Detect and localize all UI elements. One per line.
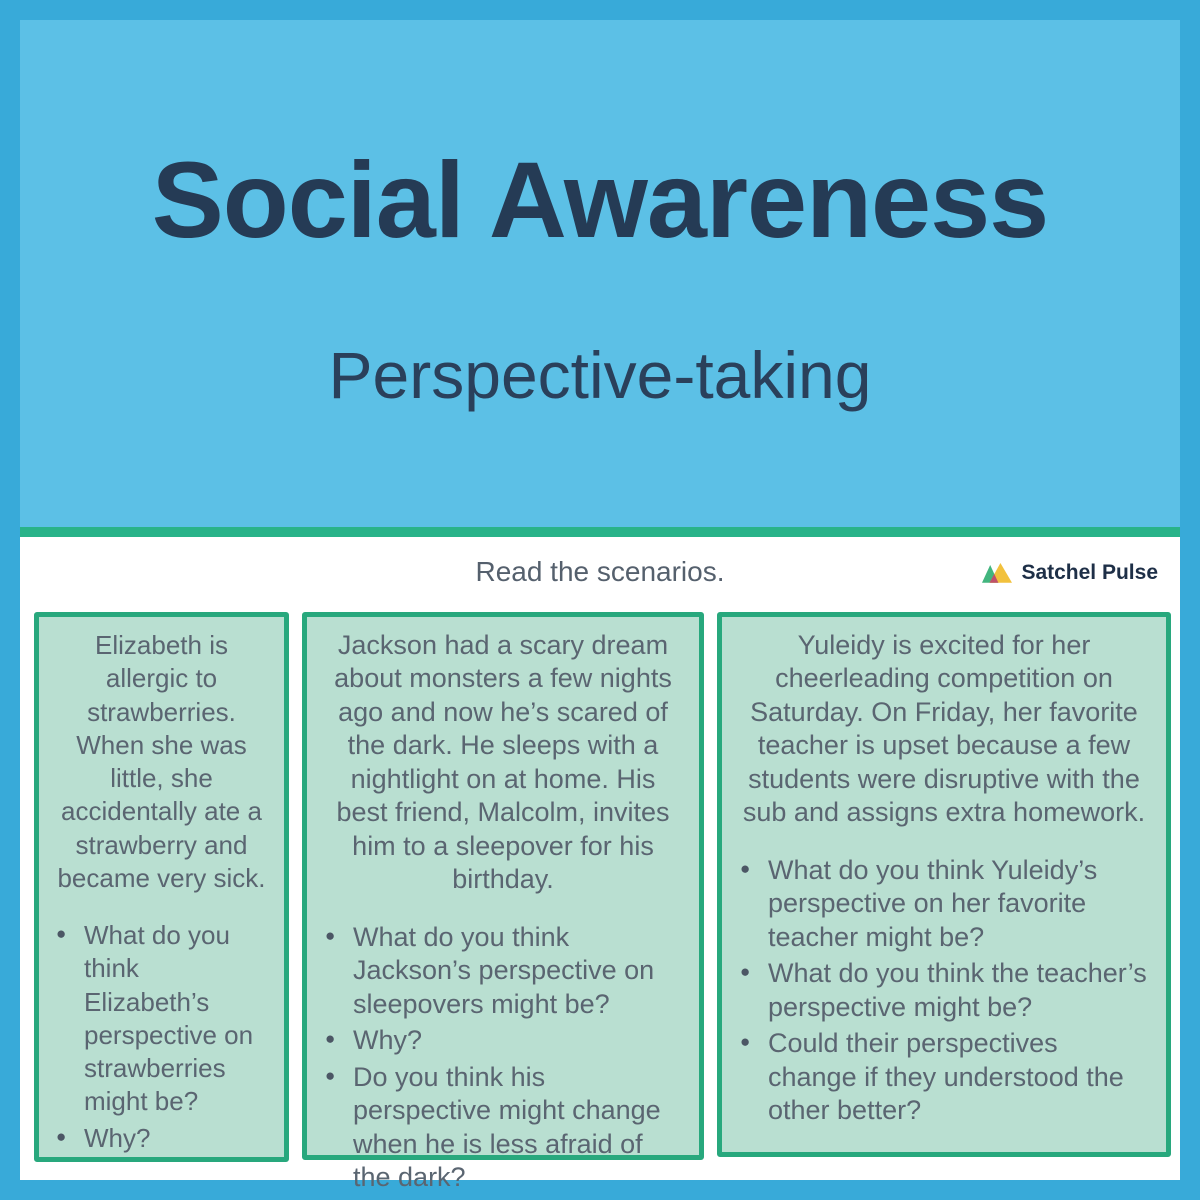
question-item: ● What do you think Elizabeth’s perspective on strawberries might be?: [54, 919, 269, 1119]
question-item: ● Do you think his perspective might change when he is less afraid of the dark?: [323, 1061, 683, 1195]
question-item: ● What do you think Jackson’s perspective on sleepovers might be?: [323, 921, 683, 1021]
scenario-cards-row: [34, 612, 1171, 1193]
question-list: [738, 854, 1150, 1128]
scenario-text: Yuleidy is excited for her cheerleading competition on Saturday. On Friday, her favorite teacher is upset because a few students were disruptive with the sub and assigns extra homework.: [742, 630, 1146, 828]
page-frame: [20, 20, 1180, 1193]
content-area: [20, 537, 1180, 1193]
scenario-text: Elizabeth is allergic to strawberries. When she was little, she accidentally ate a strawberry and became very sick.: [57, 630, 266, 893]
scenario-card-jackson: [302, 612, 704, 1193]
scenario-card-yuleidy: [717, 612, 1171, 1157]
divider-line: [20, 527, 1180, 537]
question-list: [54, 919, 269, 1155]
question-list: [323, 921, 683, 1195]
question-item: ● Why?: [323, 1024, 683, 1057]
scenario-card-elizabeth: [34, 612, 289, 1162]
brand-name: Satchel Pulse: [1021, 560, 1158, 584]
question-item: ● Why?: [54, 1122, 269, 1155]
page-subtitle: Perspective-taking: [328, 338, 872, 412]
instruction-text: Read the scenarios.: [475, 556, 725, 587]
scenario-text: Jackson had a scary dream about monsters a few nights ago and now he’s scared of the dark. He sleeps with a nightlight on at home. His best friend, Malcolm, invites him to a sleepover for his birthday.: [334, 630, 672, 895]
question-item: ● What do you think the teacher’s perspective might be?: [738, 957, 1150, 1024]
question-item: ● What do you think Yuleidy’s perspective on her favorite teacher might be?: [738, 854, 1150, 954]
brand-logo: [982, 559, 1158, 586]
question-item: ● Could their perspectives change if they understood the other better?: [738, 1027, 1150, 1127]
satchel-pulse-triangles-icon: [982, 559, 1012, 586]
header-banner: [20, 20, 1180, 527]
page-title: Social Awareness: [151, 139, 1049, 260]
